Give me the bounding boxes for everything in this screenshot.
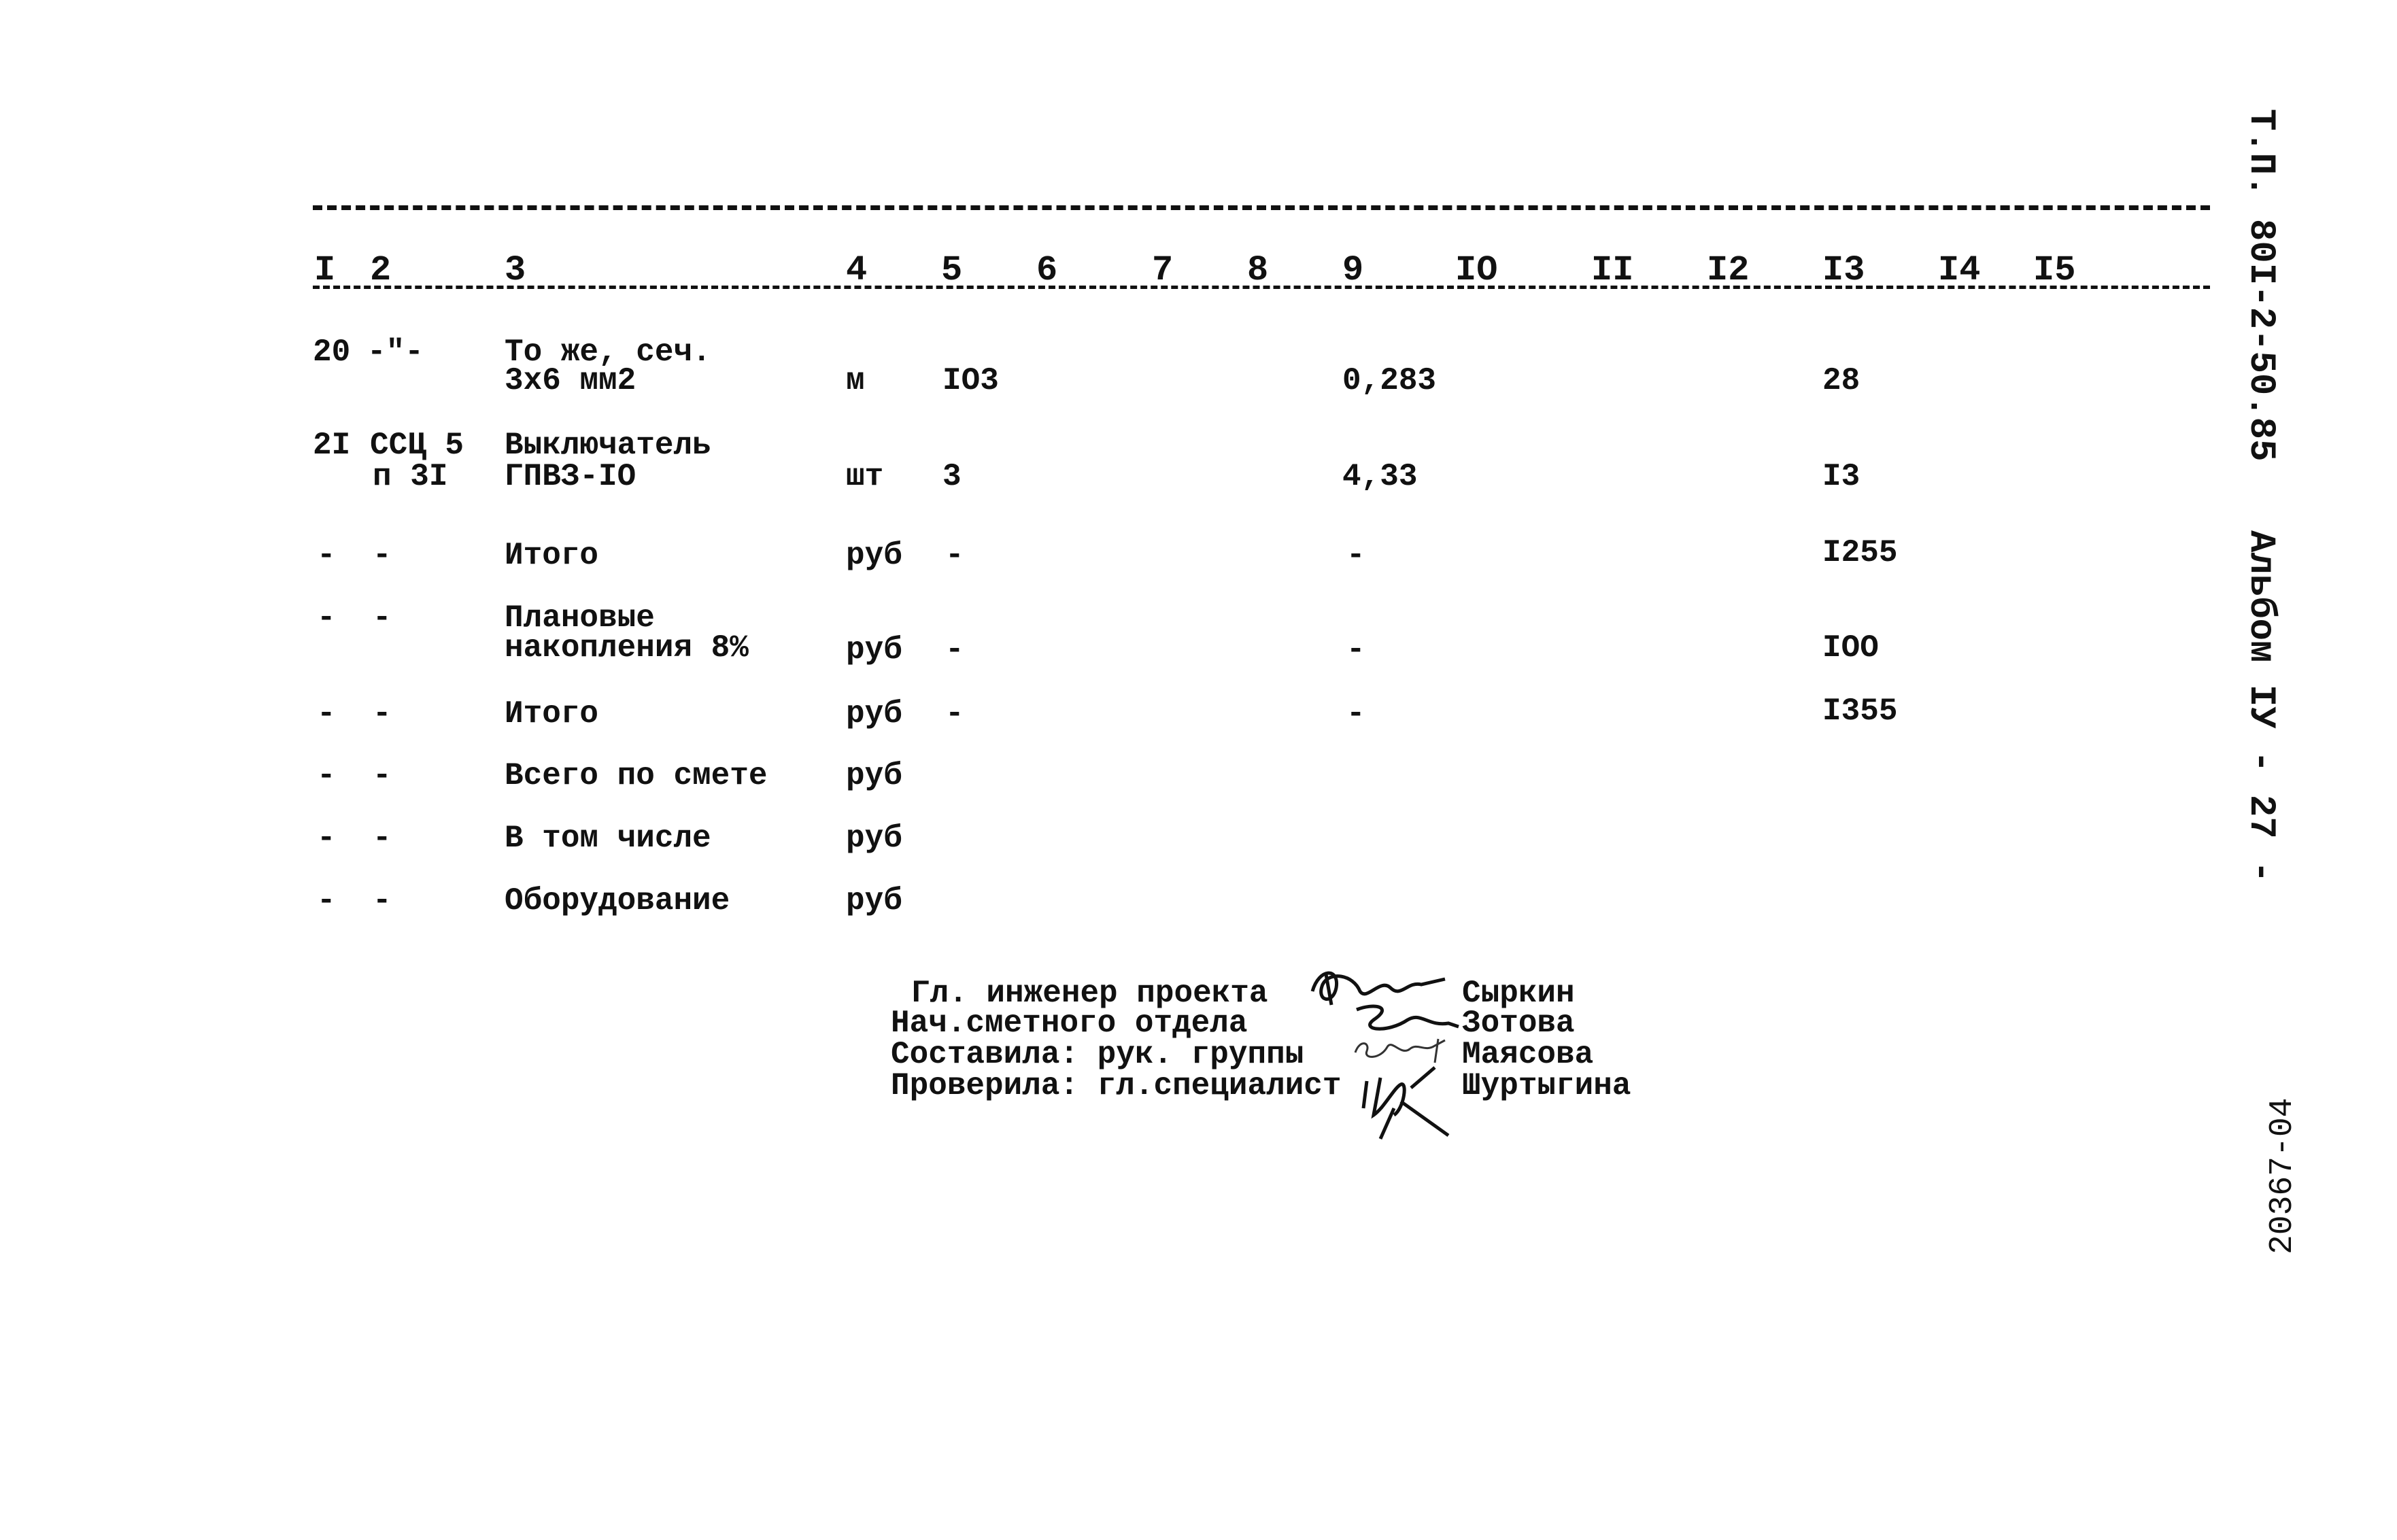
row-name-line2: ГПВЗ-IO xyxy=(505,459,636,494)
handwritten-signature-4 xyxy=(1353,1061,1455,1142)
row-reference: - xyxy=(373,883,392,919)
row-name: Выключатель xyxy=(505,428,711,463)
column-header-7: 7 xyxy=(1152,250,1174,290)
signature-role: Гл. инженер проекта xyxy=(911,976,1268,1011)
column-header-8: 8 xyxy=(1247,250,1269,290)
row-name: То же, сеч. xyxy=(505,335,711,370)
column-header-13: I3 xyxy=(1822,250,1865,290)
row-number: - xyxy=(317,538,336,573)
row-price: - xyxy=(1346,538,1365,573)
column-header-12: I2 xyxy=(1707,250,1750,290)
signature-name: Зотова xyxy=(1462,1006,1575,1041)
signature-name: Маясова xyxy=(1462,1037,1594,1072)
row-price: 0,283 xyxy=(1342,363,1437,398)
column-header-9: 9 xyxy=(1342,250,1364,290)
row-reference: - xyxy=(373,696,392,732)
margin-project-code: Т.П. 80I-2-50.85 xyxy=(2240,109,2281,462)
signature-name: Сыркин xyxy=(1462,976,1575,1011)
row-number: - xyxy=(317,600,336,636)
row-number: 2I xyxy=(313,428,351,463)
row-reference: - xyxy=(373,600,392,636)
row-price: 4,33 xyxy=(1342,459,1418,494)
top-rule xyxy=(313,205,2210,210)
row-quantity: - xyxy=(945,632,964,668)
row-reference: - xyxy=(373,758,392,793)
row-reference: -"- xyxy=(367,335,424,370)
row-price: - xyxy=(1346,696,1365,732)
row-name-line2: накопления 8% xyxy=(505,630,749,666)
column-header-3: 3 xyxy=(505,250,526,290)
signature-role: Нач.сметного отдела xyxy=(891,1006,1248,1041)
row-name-line2: 3х6 мм2 xyxy=(505,363,636,398)
row-name: Оборудование xyxy=(505,883,730,919)
header-underline xyxy=(313,286,2210,289)
row-unit: руб xyxy=(846,821,902,856)
row-total: I255 xyxy=(1822,535,1898,570)
row-name: Плановые xyxy=(505,600,655,636)
row-name: Итого xyxy=(505,538,599,573)
column-header-2: 2 xyxy=(370,250,392,290)
row-number: 20 xyxy=(313,335,351,370)
signature-role: Проверила: гл.специалист xyxy=(891,1068,1342,1103)
row-total: I3 xyxy=(1822,459,1860,494)
row-quantity: - xyxy=(945,538,964,573)
column-header-1: I xyxy=(314,250,336,290)
row-number: - xyxy=(317,883,336,919)
row-number: - xyxy=(317,758,336,793)
row-unit: руб xyxy=(846,883,902,919)
row-total: IOO xyxy=(1822,630,1879,666)
row-reference-line2: п 3I xyxy=(373,459,448,494)
row-unit: руб xyxy=(846,632,902,668)
column-header-15: I5 xyxy=(2033,250,2076,290)
signature-role: Составила: рук. группы xyxy=(891,1037,1304,1072)
row-total: I355 xyxy=(1822,694,1898,729)
column-header-5: 5 xyxy=(941,250,963,290)
row-total: 28 xyxy=(1822,363,1860,398)
row-unit: м xyxy=(846,363,865,398)
row-name: Всего по смете xyxy=(505,758,768,793)
row-quantity: 3 xyxy=(942,459,962,494)
margin-album-label: Альбом IУ - 27 - xyxy=(2240,530,2281,883)
row-quantity: - xyxy=(945,696,964,732)
row-unit: руб xyxy=(846,758,902,793)
row-number: - xyxy=(317,821,336,856)
row-name: Итого xyxy=(505,696,599,732)
row-reference: - xyxy=(373,821,392,856)
column-header-4: 4 xyxy=(846,250,868,290)
column-header-6: 6 xyxy=(1036,250,1058,290)
row-name: В том числе xyxy=(505,821,711,856)
row-quantity: IO3 xyxy=(942,363,999,398)
row-unit: руб xyxy=(846,538,902,573)
row-price: - xyxy=(1346,632,1365,668)
row-unit: шт xyxy=(846,459,884,494)
margin-inventory-number: 20367-04 xyxy=(2264,1097,2301,1254)
signature-name: Шуртыгина xyxy=(1462,1068,1631,1103)
row-unit: руб xyxy=(846,696,902,732)
row-reference: ССЦ 5 xyxy=(370,428,464,463)
row-number: - xyxy=(317,696,336,732)
column-header-14: I4 xyxy=(1938,250,1981,290)
column-header-11: II xyxy=(1591,250,1634,290)
column-header-10: IO xyxy=(1455,250,1498,290)
row-reference: - xyxy=(373,538,392,573)
